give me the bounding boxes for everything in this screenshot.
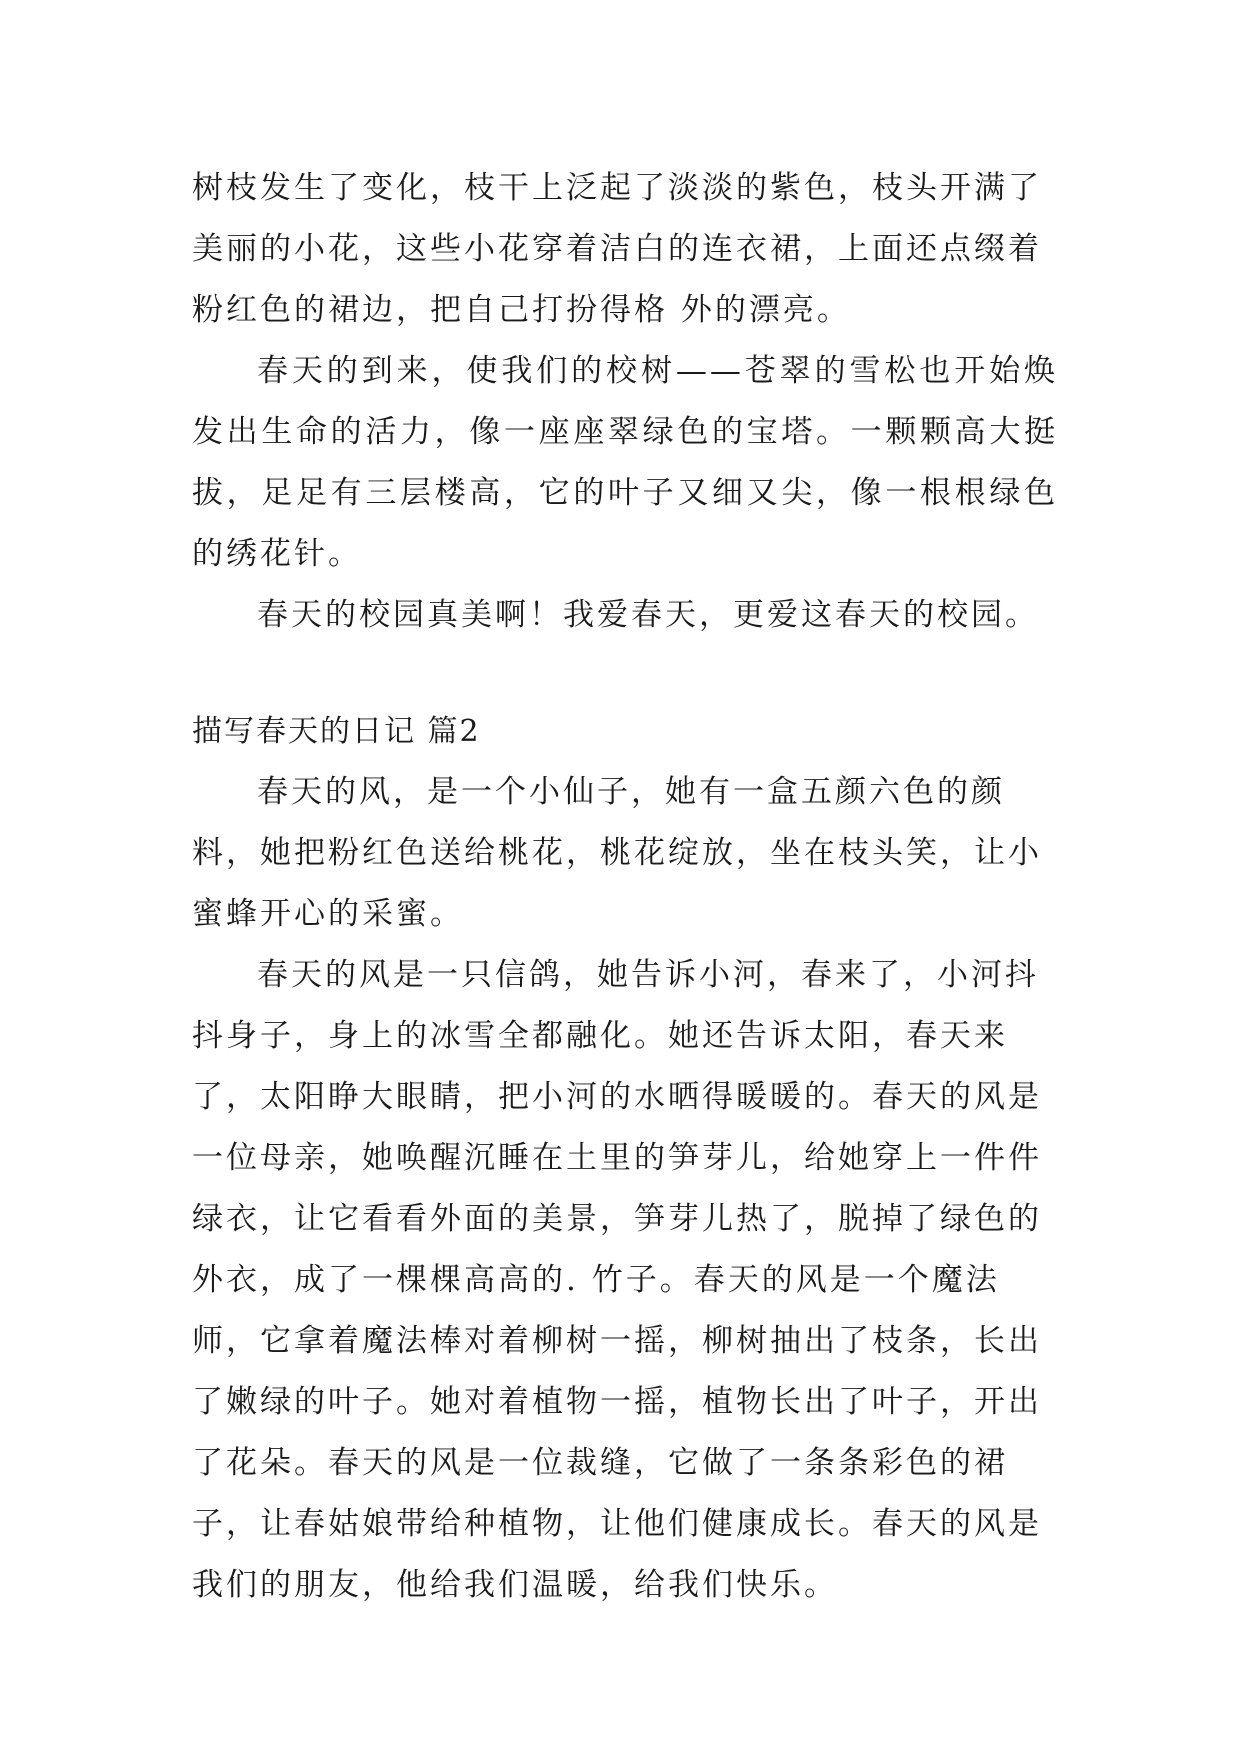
paragraph-school-tree: 春天的到来，使我们的校树——苍翠的雪松也开始焕发出生命的活力，像一座座翠绿色的宝塔。一颗颗高大挺拔，足足有三层楼高，它的叶子又细又尖，像一根根绿色的绣花针。 (192, 353, 1058, 572)
section-heading: 描写春天的日记 篇2 (192, 714, 481, 749)
paragraph-spring-wind-pigeon: 春天的风是一只信鸽，她告诉小河，春来了，小河抖抖身子，身上的冰雪全都融化。她还告诉太阳，春天来了，太阳睁大眼睛，把小河的水晒得暖暖的。春天的风是一位母亲，她唤醒沉睡在土里的笋芽儿，给她穿上一件件绿衣，让它看看外面的美景，笋芽儿热了，脱掉了绿色的外衣，成了一棵棵高高的. 竹子。春天的风是一个魔法师，它拿着魔法棒对着柳树一摇，柳树抽出了枝条，长出了嫩绿的叶子。她对着植物一摇，植物长出了叶子，开出了花朵。春天的风是一位裁缝，它做了一条条彩色的裙子，让春姑娘带给种植物，让他们健康成长。春天的风是我们的朋友，他给我们温暖，给我们快乐。 (192, 957, 1042, 1603)
paragraph-spring-wind-fairy: 春天的风，是一个小仙子，她有一盒五颜六色的颜料，她把粉红色送给桃花，桃花绽放，坐在枝头笑，让小蜜蜂开心的采蜜。 (192, 774, 1042, 932)
paragraph-continuation: 树枝发生了变化，枝干上泛起了淡淡的紫色，枝头开满了美丽的小花，这些小花穿着洁白的连衣裙，上面还点缀着粉红色的裙边，把自己打扮得格 外的漂亮。 (192, 170, 1042, 328)
document-page (192, 158, 1058, 1616)
paragraph-closing: 春天的校园真美啊！我爱春天，更爱这春天的校园。 (257, 597, 1039, 633)
